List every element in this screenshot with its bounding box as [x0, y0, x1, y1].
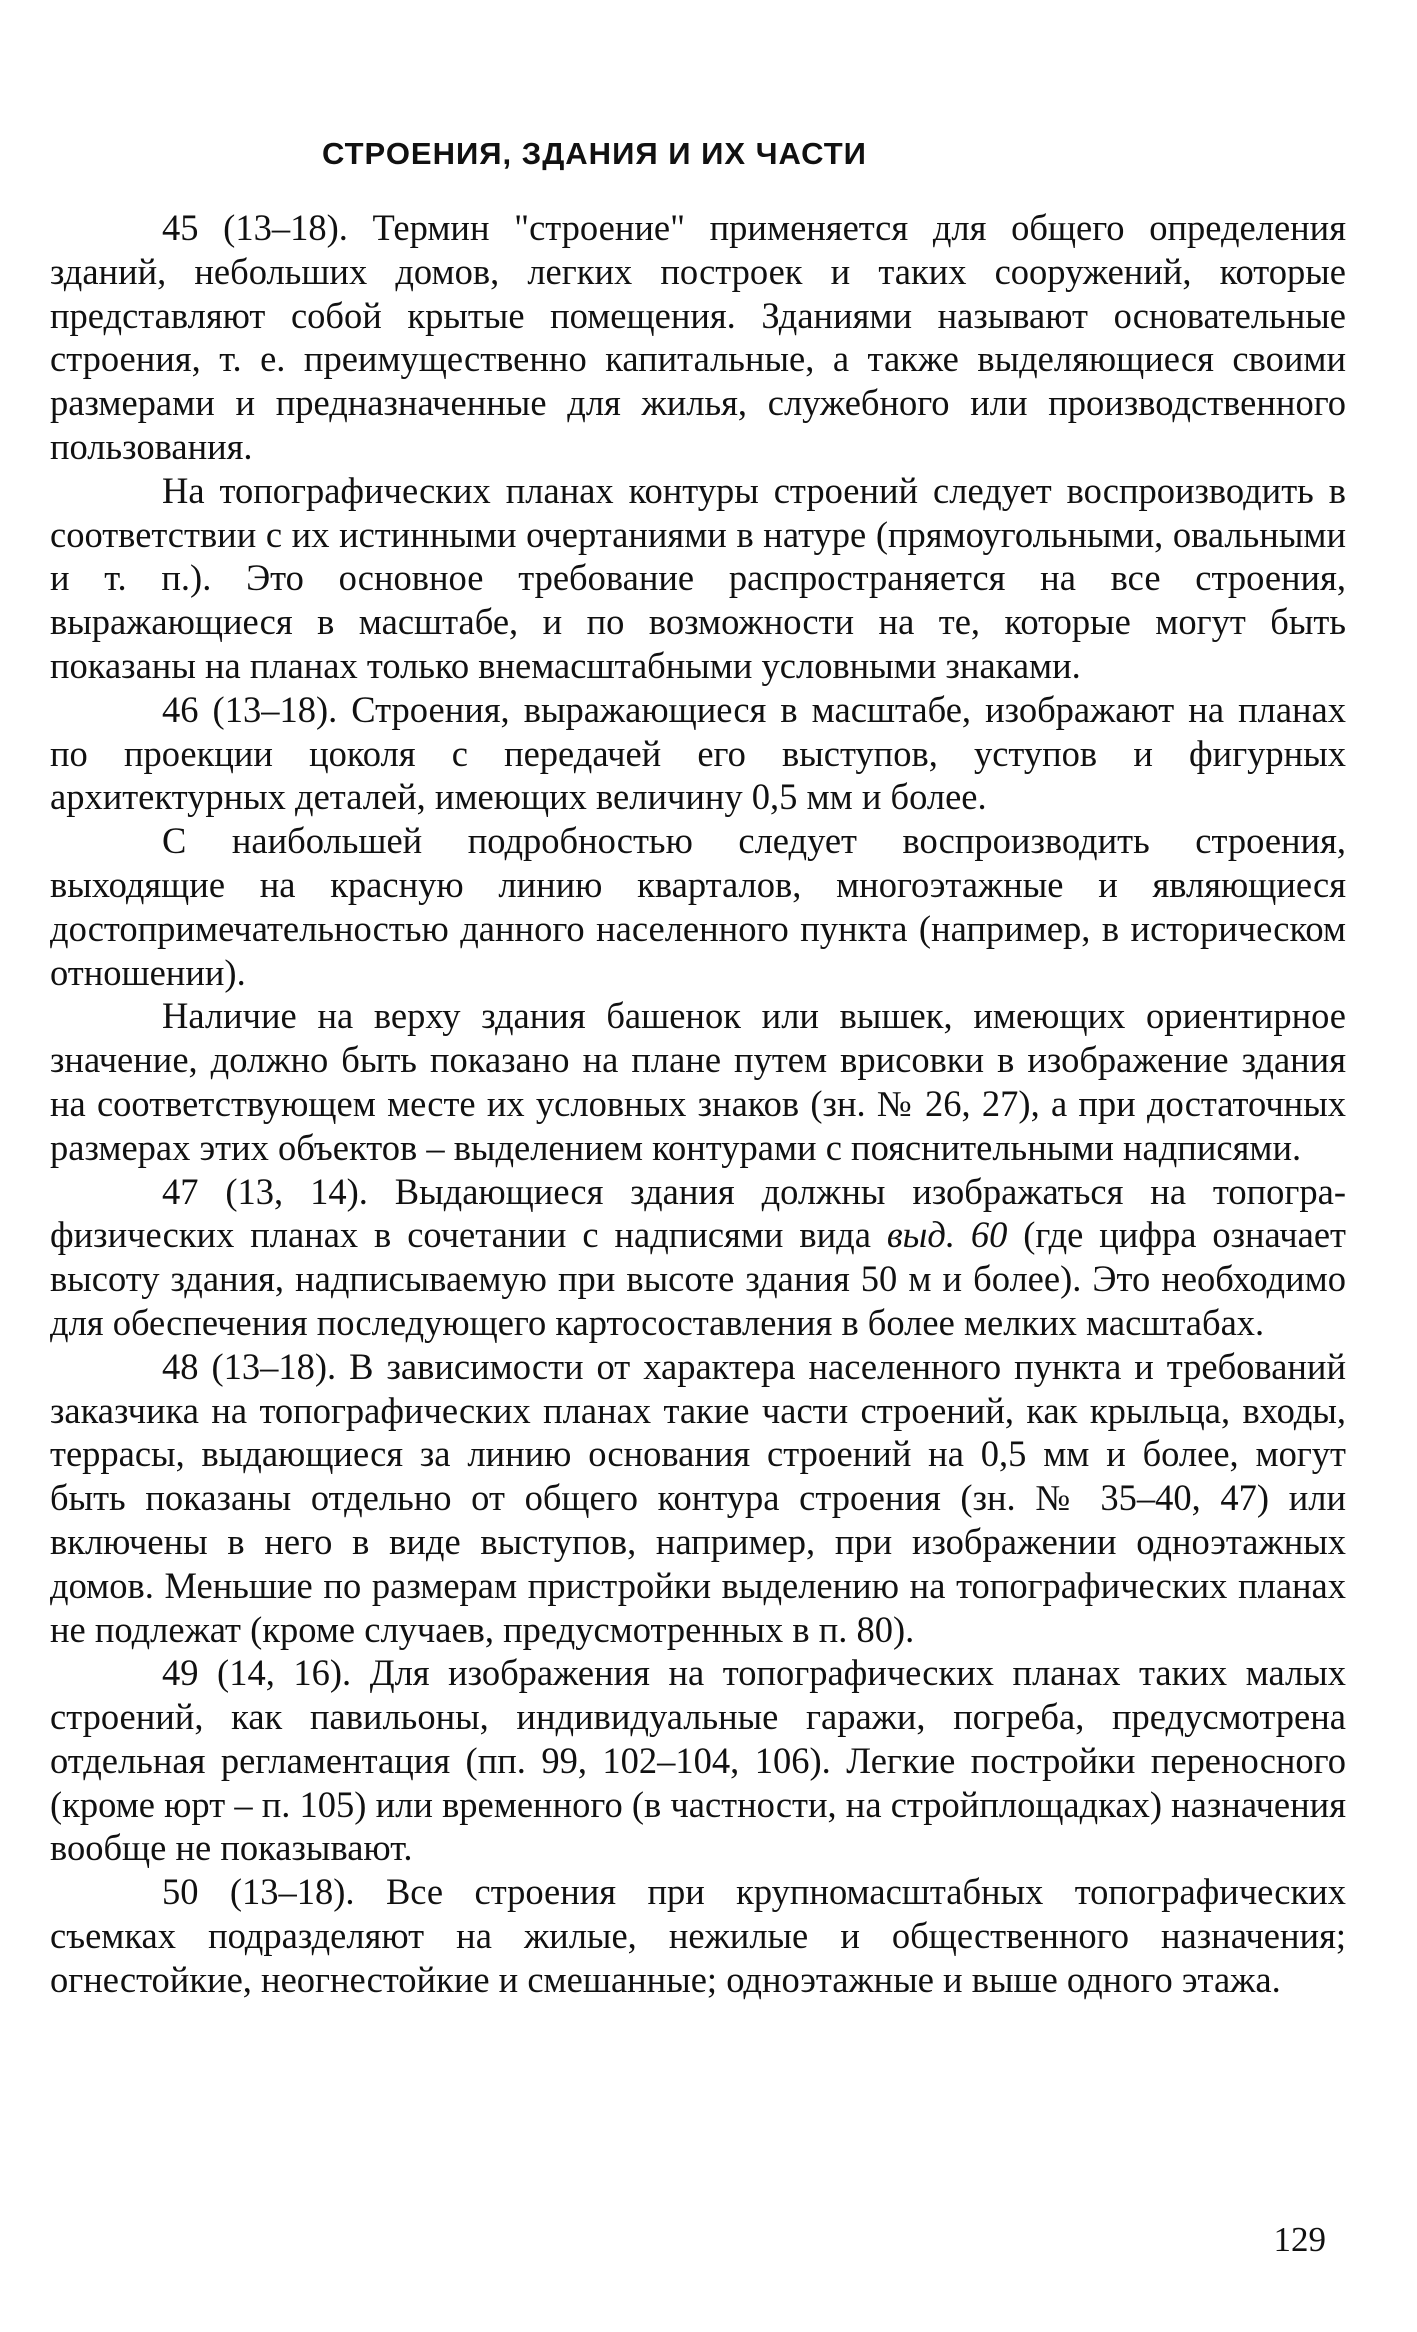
paragraph-49 [50, 1651, 1346, 1870]
paragraph-text: Строения, выражающиеся в масштабе, изображают на планах по проекции цоколя с передачей его выступов, уступов и фигурных архитектурных деталей, имеющих величину 0,5 мм и более. [50, 688, 1347, 818]
paragraph-45-contours [50, 469, 1346, 688]
paragraph-text: Наличие на верху здания башенок или вышек, имеющих ориентирное значение, должно быть показано на плане путем врисовки в изображение здания на соответствующем месте их условных знаков (зн. № 26, 27), а при достаточных размерах этих объектов – выделением контурами с пояснительными надписями. [50, 995, 1346, 1168]
paragraph-text: Термин "строение" применяется для общего определения зданий, небольших домов, легких построек и таких сооружений, которые представляют собой крытые помещения. Зданиями называют основательные строения, т. е. преимущественно капитальные, а также выделяющиеся своими размерами и предназначенные для жилья, служебного или производственного пользования. [50, 207, 1346, 467]
paragraph-text: (где цифра означает высоту здания, надписываемую при высоте здания 50 м и более). Это необходимо для обеспечения последующего картосоставления в более мелких масштабах. [50, 1214, 1346, 1343]
paragraph-47 [50, 1170, 1346, 1345]
paragraph-number: 46 (13–18). [162, 688, 338, 730]
paragraph-text: Для изображения на топографических планах таких малых строений, как павильоны, индивидуальные гаражи, погреба, предусмотрена отдельная регламентация (пп. 99, 102–104, 106). Легкие постройки переносного (кроме юрт – п. 105) или временного (в частности, на стройплощадках) назначения вообще не показывают. [50, 1652, 1347, 1869]
paragraph-number: 48 (13–18). [162, 1345, 337, 1387]
paragraph-46 [50, 688, 1346, 819]
paragraph-text: С наибольшей подробностью следует воспроизводить строения, выходящие на красную линию кварталов, многоэтажные и являющиеся достопримечательностью данного населенного пункта (например, в историческом отношении). [50, 820, 1346, 993]
section-heading: СТРОЕНИЯ, ЗДАНИЯ И ИХ ЧАСТИ [322, 136, 867, 171]
page-number: 129 [1273, 2220, 1326, 2259]
paragraph-number: 49 (14, 16). [162, 1652, 352, 1694]
paragraph-number: 45 (13–18). [162, 207, 348, 248]
paragraph-text: На топографических планах контуры строений следует воспроизводить в соответствии с их истинными очертаниями в натуре (прямоугольными, овальными и т. п.). Это основное требование распространяется на все строения, выражающиеся в масштабе, и по возможности на те, которые могут быть показаны на планах только внемасштабными условными знаками. [50, 469, 1346, 686]
paragraph-46-detail [50, 819, 1346, 994]
italic-label: выд. 60 [886, 1214, 1008, 1256]
paragraph-number: 47 (13, 14). [162, 1170, 368, 1212]
paragraph-text: В зависимости от характера населенного пункта и требований заказчика на топографических планах такие части строений, как крыльца, входы, террасы, выдающиеся за линию основания строений на 0,5 мм и более, могут быть показаны отдельно от общего контура строения (зн. № 35–40, 47) или включены в него в виде выступов, например, при изображении одноэтажных домов. Меньшие по размерам пристройки выделению на топографических планах не подлежат (кроме случаев, предусмотренных в п. 80). [50, 1345, 1346, 1650]
paragraph-45 [50, 206, 1346, 469]
paragraph-text: Все строения при крупномасштабных топографических съемках подразделяют на жилые, нежилые и общественного назначения; огнестойкие, неогнестойкие и смешанные; одноэтажные и выше одного этажа. [50, 1871, 1347, 2000]
paragraph-48 [50, 1345, 1346, 1652]
paragraph-46-towers [50, 994, 1346, 1169]
book-page [50, 0, 1346, 2332]
paragraph-number: 50 (13–18). [162, 1871, 355, 1913]
paragraph-text: Выдающиеся здания должны изображаться на топографизических планах в сочетании с надписями вида [50, 1170, 1347, 1256]
body-text [50, 206, 1346, 2002]
paragraph-50 [50, 1870, 1346, 2001]
